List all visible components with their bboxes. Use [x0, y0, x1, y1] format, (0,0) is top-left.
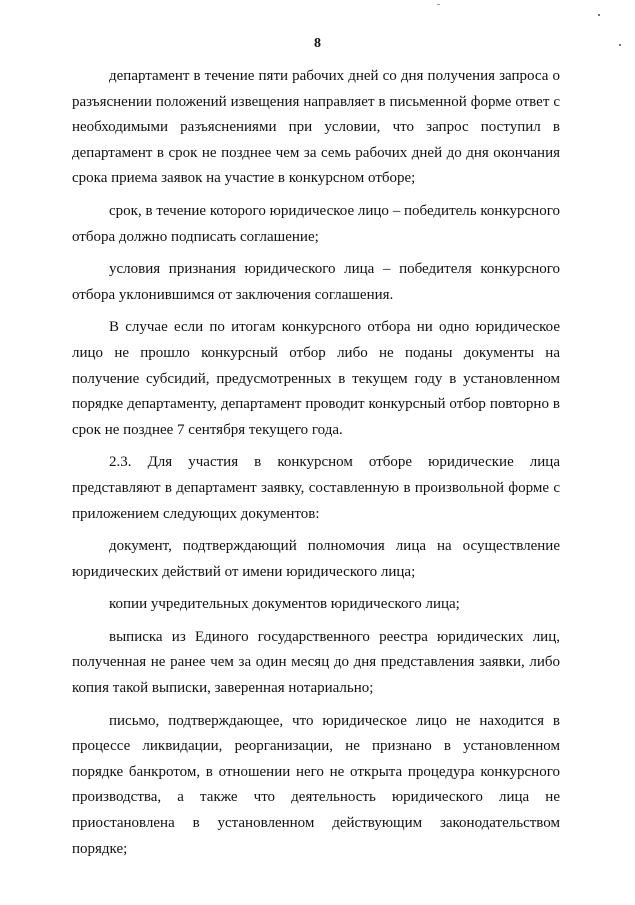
paragraph: В случае если по итогам конкурсного отбора ни одно юридическое лицо не прошло конкурсный отбор либо не поданы документы на получение субсидий, предусмотренных в текущем году в установленном порядке департаменту, департамент проводит конкурсный отбор повторно в срок не позднее 7 сентября текущего года. [72, 319, 560, 438]
paragraph: департамент в течение пяти рабочих дней со дня получения запроса о разъяснении положений извещения направляет в письменной форме ответ с необходимыми разъяснениями при условии, что запрос поступил в департамент в срок не позднее чем за семь рабочих дней до дня окончания срока приема заявок на участие в конкурсном отборе; [72, 68, 560, 187]
scan-speck [437, 4, 440, 5]
paragraph: условия признания юридического лица – победителя конкурсного отбора уклонившимся от заключения соглашения. [72, 261, 560, 303]
page-number: 8 [314, 36, 321, 51]
paragraph: выписка из Единого государственного реестра юридических лиц, полученная не ранее чем за один месяц до дня представления заявки, либо копия такой выписки, заверенная нотариально; [72, 628, 560, 697]
paragraph: письмо, подтверждающее, что юридическое лицо не находится в процессе ликвидации, реорганизации, не признано в установленном порядке банкротом, в отношении него не открыта процедура конкурсного производства, а также что деятельность юридического лица не приостановлена в установленном действующим законодательством порядке; [72, 712, 560, 857]
paragraph: документ, подтверждающий полномочия лица на осуществление юридических действий от имени юридического лица; [72, 538, 560, 580]
document-body [72, 64, 560, 862]
paragraph: копии учредительных документов юридического лица; [109, 596, 460, 613]
scan-speck [598, 14, 600, 16]
paragraph: 2.3. Для участия в конкурсном отборе юридические лица представляют в департамент заявку, составленную в произвольной форме с приложением следующих документов: [72, 454, 560, 522]
paragraph: срок, в течение которого юридическое лицо – победитель конкурсного отбора должно подписать соглашение; [72, 202, 560, 245]
